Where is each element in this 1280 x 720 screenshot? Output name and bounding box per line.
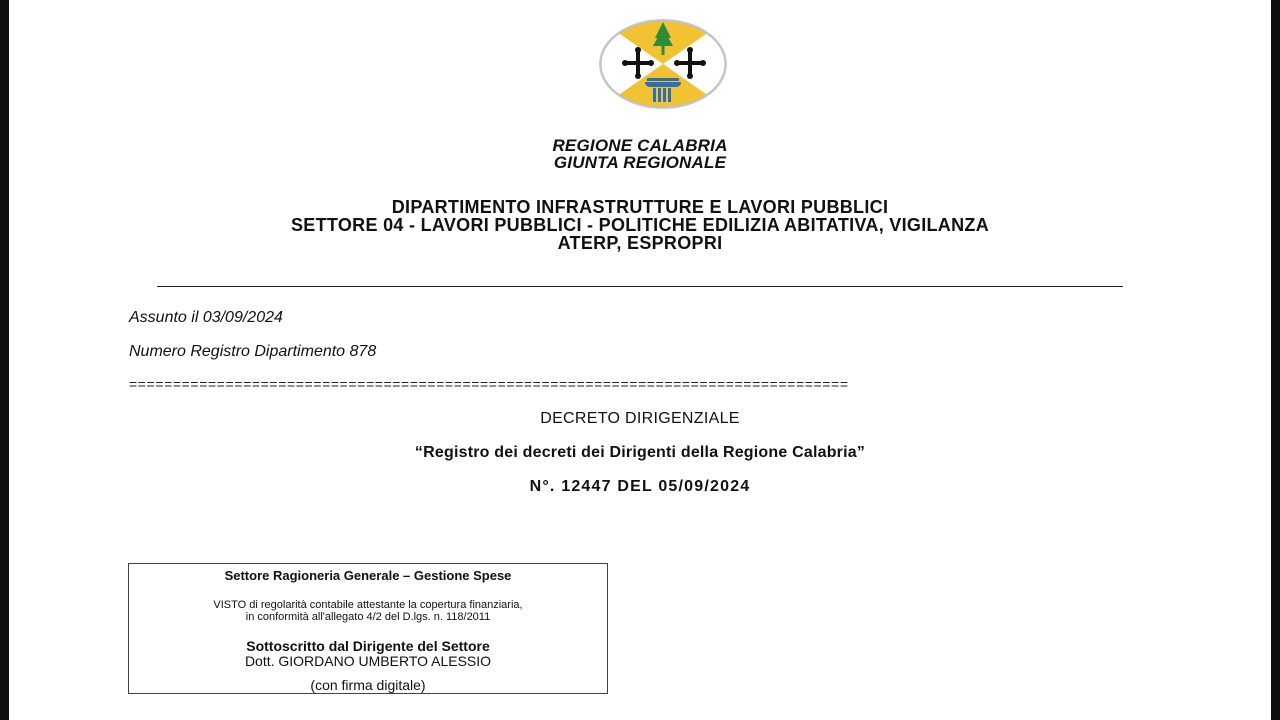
decree-number: N°. 12447 DEL 05/09/2024: [529, 478, 751, 495]
visto-line1: VISTO di regolarità contabile attestante la copertura finanziaria,: [213, 599, 523, 611]
decree-registry: “Registro dei decreti dei Dirigenti della Regione Calabria”: [414, 444, 866, 461]
regione-calabria-emblem-icon: [597, 18, 729, 110]
signer-name: Dott. GIORDANO UMBERTO ALESSIO: [244, 653, 492, 669]
digital-signature-note: (con firma digitale): [310, 677, 426, 693]
department-title: DIPARTIMENTO INFRASTRUTTURE E LAVORI PUBBLICI: [391, 197, 889, 217]
header-divider: [157, 286, 1123, 287]
accounting-approval-box: [128, 563, 608, 694]
org-name-giunta: GIUNTA REGIONALE: [553, 153, 727, 172]
decree-type: DECRETO DIRIGENZIALE: [540, 410, 740, 427]
equals-separator: ==================================================================================: [129, 376, 849, 392]
signed-by-label: Sottoscritto dal Dirigente del Settore: [246, 638, 490, 654]
visto-line2: in conformità all'allegato 4/2 del D.lgs. n. 118/2011: [245, 611, 491, 623]
document-page: [9, 0, 1271, 720]
sector-title-line1: SETTORE 04 - LAVORI PUBBLICI - POLITICHE EDILIZIA ABITATIVA, VIGILANZA: [290, 215, 989, 235]
assunto-date: Assunto il 03/09/2024: [129, 309, 283, 326]
department-register-number: Numero Registro Dipartimento 878: [129, 343, 377, 360]
org-name-regione: REGIONE CALABRIA: [552, 136, 728, 155]
box-visto-text: [129, 599, 607, 623]
sector-title-line2: ATERP, ESPROPRI: [557, 233, 723, 253]
box-title: Settore Ragioneria Generale – Gestione Spese: [224, 568, 512, 583]
